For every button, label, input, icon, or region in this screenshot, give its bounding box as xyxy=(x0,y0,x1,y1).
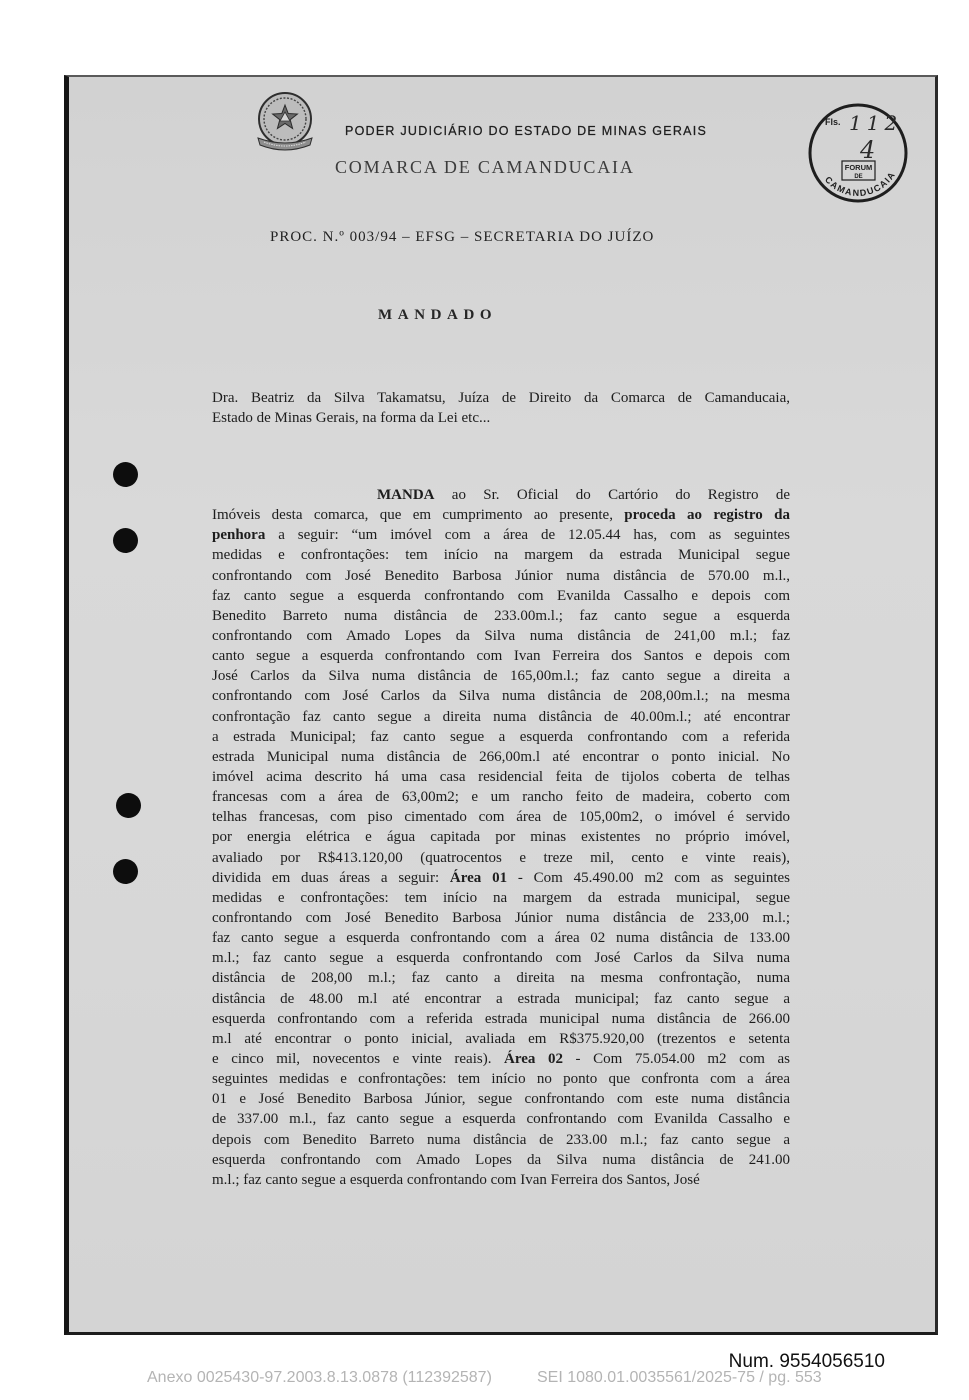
body-line xyxy=(212,807,790,827)
punch-hole xyxy=(113,462,138,487)
body-text-segment: ao Sr. Oficial do Cartório do Registro de xyxy=(434,487,790,503)
body-line xyxy=(212,626,790,646)
body-text-segment: confrontando com Amado Lopes da Silva numa distância de 241,00 m.l.; faz xyxy=(212,627,790,644)
body-text-segment: m.l.; faz canto segue a esquerda confrontando com Ivan Ferreira dos Santos, José xyxy=(212,1171,700,1188)
sei-reference: SEI 1080.01.0035561/2025-75 / pg. 553 xyxy=(537,1369,822,1386)
body-text-segment: m.l até encontrar o ponto inicial, avaliada em R$375.920,00 (trezentos e setenta xyxy=(212,1030,790,1047)
body-text-segment: depois com Benedito Barreto numa distância de 233.00 m.l.; faz canto segue a xyxy=(212,1131,790,1148)
stamp-page-number: 112 xyxy=(849,111,903,135)
body-text-segment: confrontação faz canto segue a direita numa distância de 40.00m.l.; até encontrar xyxy=(212,708,790,725)
body-line xyxy=(212,787,790,807)
body-text-segment: telhas francesas, com piso cimentado com área de 105,00m2, o imóvel é servido xyxy=(212,809,790,826)
body-line xyxy=(212,666,790,686)
body-line xyxy=(212,646,790,666)
stamp-fls-label: Fls. xyxy=(825,117,841,127)
body-text-segment: francesas com a área de 63,00m2; e um rancho feito de madeira, coberto com xyxy=(212,789,790,806)
body-line xyxy=(212,586,790,606)
comarca-name: COMARCA DE CAMANDUCAIA xyxy=(335,157,635,177)
body-line xyxy=(212,848,790,868)
body-line xyxy=(212,1089,790,1109)
body-line xyxy=(212,827,790,847)
body-text-segment: canto segue a esquerda confrontando com Ivan Ferreira dos Santos e depois com xyxy=(212,648,790,665)
intro-line: Dra. Beatriz da Silva Takamatsu, Juíza de Direito da Comarca de Camanducaia, xyxy=(212,390,790,406)
body-text-segment: m.l.; faz canto segue a esquerda confrontando com José Carlos da Silva numa xyxy=(212,950,790,967)
bold-text: MANDA xyxy=(377,487,435,503)
body-line xyxy=(212,989,790,1009)
body-text-segment: Imóveis desta comarca, que em cumprimento ao presente, xyxy=(212,507,625,524)
body-line xyxy=(212,948,790,968)
body-line xyxy=(212,566,790,586)
body-text-segment: de 337.00 m.l., faz canto segue a esquerda confrontando com Evanilda Cassalho e xyxy=(212,1111,790,1128)
body-text-segment: - Com 75.054.00 m2 com as xyxy=(562,1050,790,1067)
punch-hole xyxy=(113,859,138,884)
document-number: Num. 9554056510 xyxy=(728,1351,885,1372)
body-text-segment: 01 e José Benedito Barbosa Júnior, segue confrontando com este numa distância xyxy=(212,1091,790,1108)
document-title: MANDADO xyxy=(378,307,498,323)
body-line xyxy=(212,525,790,545)
body-text-segment: faz canto segue a esquerda confrontando com Evanilda Cassalho e depois com xyxy=(212,587,790,604)
body-line xyxy=(212,928,790,948)
body-line xyxy=(212,1029,790,1049)
body-line xyxy=(212,1130,790,1150)
stamp-comarca: CAMANDUCAIA xyxy=(822,169,898,199)
punch-hole xyxy=(116,793,141,818)
court-name: PODER JUDICIÁRIO DO ESTADO DE MINAS GERAIS xyxy=(345,124,708,138)
body-text-segment: esquerda confrontando com Amado Lopes da Silva numa distância de 241.00 xyxy=(212,1151,790,1168)
body-text-segment: José Carlos da Silva numa distância de 165,00m.l.; faz canto segue a direita a xyxy=(212,668,790,685)
bold-text: penhora xyxy=(212,527,266,544)
body-text-segment: medidas e confrontações: tem início na margem da estrada Municipal segue xyxy=(212,547,790,564)
body-text-segment: distância de 48.00 m.l até encontrar a estrada municipal; faz canto segue a xyxy=(212,990,790,1007)
body-text-segment: confrontando com José Benedito Barbosa Júnior numa distância de 570.00 m.l., xyxy=(212,567,790,584)
body-text-segment: a estrada Municipal; faz canto segue a esquerda confrontando com a referida xyxy=(212,728,790,745)
body-line xyxy=(212,1069,790,1089)
body-line xyxy=(212,545,790,565)
body-text-segment: confrontando com José Carlos da Silva numa distância de 208,00m.l.; na mesma xyxy=(212,688,790,705)
coat-of-arms-icon xyxy=(252,92,318,154)
body-line xyxy=(212,868,790,888)
body-text-segment: imóvel acima descrito há uma casa residencial feita de tijolos coberta de telhas xyxy=(212,768,790,785)
bold-text: Área 01 xyxy=(449,869,508,886)
bold-text: proceda ao registro da xyxy=(624,507,790,524)
bold-text: Área 02 xyxy=(504,1050,563,1067)
stamp-forum: FORUM xyxy=(844,163,873,172)
body-line xyxy=(212,485,790,505)
body-line xyxy=(212,1170,790,1190)
judge-intro xyxy=(212,388,790,428)
body-line xyxy=(212,686,790,706)
body-text-segment: estrada Municipal numa distância de 266,00m.l até encontrar o ponto inicial. No xyxy=(212,748,790,765)
intro-line: Estado de Minas Gerais, na forma da Lei etc... xyxy=(212,410,491,426)
punch-hole xyxy=(113,528,138,553)
mandado-body xyxy=(212,485,790,1190)
body-line xyxy=(212,1109,790,1129)
process-number: PROC. N.º 003/94 – EFSG – SECRETARIA DO JUÍZO xyxy=(270,229,655,245)
body-text-segment: avaliado por R$413.120,00 (quatrocentos e treze mil, cento e vinte reais), xyxy=(212,849,790,866)
body-text-segment: dividida em duas áreas a seguir: xyxy=(212,869,450,886)
body-line xyxy=(212,968,790,988)
body-line xyxy=(212,727,790,747)
stamp-handwritten-mark: 4 xyxy=(860,136,876,164)
body-text-segment: confrontando com José Benedito Barbosa Júnior numa distância de 233,00 m.l.; xyxy=(212,909,790,926)
body-line xyxy=(212,505,790,525)
body-text-segment: faz canto segue a esquerda confrontando com a área 02 numa distância de 133.00 xyxy=(212,930,790,947)
body-line xyxy=(212,606,790,626)
body-text-segment: distância de 208,00 m.l.; faz canto a direita na mesma confrontação, numa xyxy=(212,970,790,987)
body-line xyxy=(212,908,790,928)
body-line xyxy=(212,1049,790,1069)
body-line xyxy=(212,767,790,787)
body-line xyxy=(212,888,790,908)
body-text-segment: por energia elétrica e água capitada por minas existentes no próprio imóvel, xyxy=(212,829,790,846)
forum-stamp xyxy=(805,100,911,206)
body-text-segment: Benedito Barreto numa distância de 233.00m.l.; faz canto segue a esquerda xyxy=(212,607,790,624)
body-text-segment: seguintes medidas e confrontações: tem início no ponto que confronta com a área xyxy=(212,1071,790,1088)
annex-reference: Anexo 0025430-97.2003.8.13.0878 (112392587) xyxy=(147,1369,492,1386)
body-text-segment: - Com 45.490.00 m2 com as seguintes xyxy=(507,869,790,886)
body-line xyxy=(212,1009,790,1029)
body-text-segment: esquerda confrontando com a referida estrada municipal numa distância de 266.00 xyxy=(212,1010,790,1027)
body-line xyxy=(212,747,790,767)
body-line xyxy=(212,707,790,727)
stamp-de: DE xyxy=(854,174,863,180)
body-text-segment: medidas e confrontações: tem início na margem da estrada municipal, segue xyxy=(212,889,790,906)
body-text-segment: e cinco mil, novecentos e vinte reais). xyxy=(212,1050,505,1067)
body-line xyxy=(212,1150,790,1170)
body-text-segment: a seguir: “um imóvel com a área de 12.05.44 has, com as seguintes xyxy=(265,527,790,544)
